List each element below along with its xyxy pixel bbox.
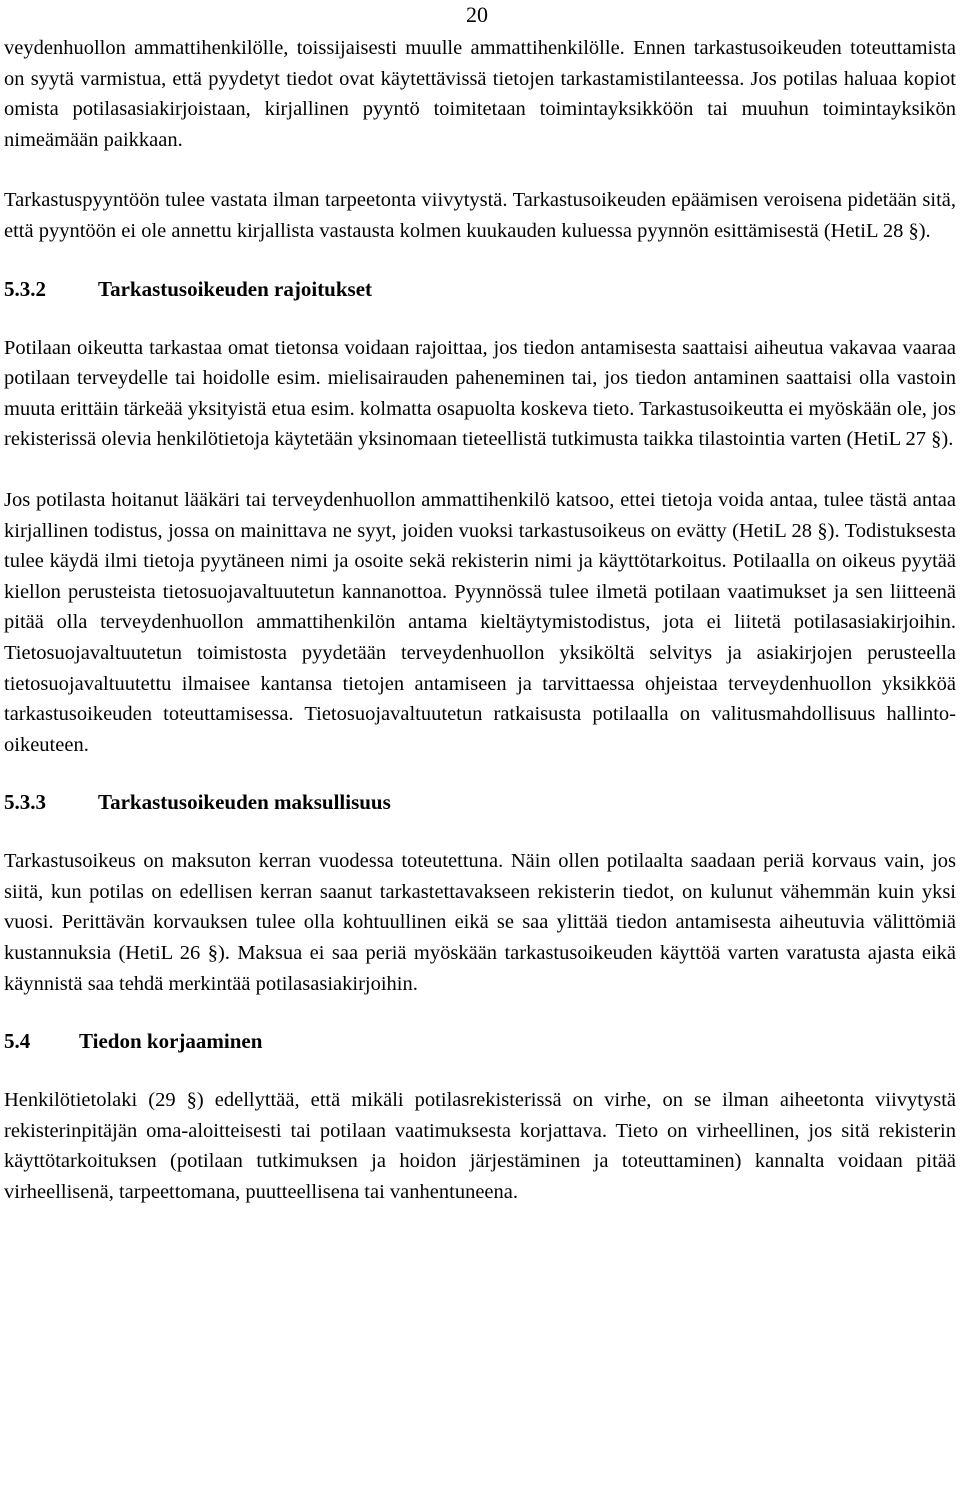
section-heading-5-3-2 [4, 274, 956, 304]
paragraph-request-response: Tarkastuspyyntöön tulee vastata ilman tarpeetonta viivytystä. Tarkastusoikeuden epäämisen veroisena pidetään sitä, että pyyntöön ei ole annettu kirjallista vastausta kolmen kuukauden kuluessa pyynnön esittämisestä (HetiL 28 §). [4, 189, 956, 242]
section-number: 5.3.2 [4, 276, 46, 301]
section-number: 5.4 [4, 1029, 31, 1054]
section-number: 5.3.3 [4, 790, 46, 815]
paragraph-refusal-certificate: Jos potilasta hoitanut lääkäri tai terveydenhuollon ammattihenkilö katsoo, ettei tietoja voida antaa, tulee tästä antaa kirjallinen todistus, jossa on mainittava ne syyt, joiden vuoksi tarkastusoikeus on evätty (HetiL 28 §). Todistuksesta tulee käydä ilmi tietoja pyytäneen nimi ja osoite sekä rekisterin nimi ja käyttötarkoitus. Potilaalla on oikeus pyytää kiellon perusteista tietosuojavaltuutetun kannanottoa. Pyynnössä tulee ilmetä potilaan vaatimukset ja sen liitteenä pitää olla terveydenhuollon ammattihenkilön antama kieltäytymistodistus, jota ei liitetä potilasasiakirjoihin. Tietosuojavaltuutetun toimistosta pyydetään terveydenhuollon yksiköltä selvitys ja asiakirjojen perusteella tietosuojavaltuutettu ilmaisee kantansa tietojen antamiseen ja tarvittaessa ohjeistaa terveydenhuollon yksikköä tarkastusoikeuden toteuttamisessa. Tietosuojavaltuutetun ratkaisusta potilaalla on valitusmahdollisuus hallinto-oikeuteen. [4, 488, 956, 756]
document-body [4, 33, 956, 1208]
paragraph-fees: Tarkastusoikeus on maksuton kerran vuodessa toteutettuna. Näin ollen potilaalta saadaan periä korvaus vain, jos siitä, kun potilas on edellisen kerran saanut tarkastettavakseen rekisterin tiedot, on kulunut vähemmän kuin yksi vuosi. Perittävän korvauksen tulee olla kohtuullinen eikä se saa ylittää tiedon antamisesta aiheutuvia välittömiä kustannuksia (HetiL 26 §). Maksua ei saa periä myöskään tarkastusoikeuden käyttöä varten varatusta ajasta eikä käynnistä saa tehdä merkintää potilasasiakirjoihin. [4, 850, 956, 995]
paragraph-restrictions: Potilaan oikeutta tarkastaa omat tietonsa voidaan rajoittaa, jos tiedon antamisesta saattaisi aiheutua vakavaa vaaraa potilaan terveydelle tai hoidolle esim. mielisairauden paheneminen tai, jos tiedon antaminen saattaisi olla vastoin muuta erittäin tärkeää yksityistä etua esim. kolmatta osapuolta koskeva tieto. Tarkastusoikeutta ei myöskään ole, jos rekisterissä olevia henkilötietoja käytetään yksinomaan tieteellistä tutkimusta taikka tilastointia varten (HetiL 27 §). [4, 336, 956, 451]
section-title: Tarkastusoikeuden maksullisuus [98, 790, 391, 815]
section-heading-5-3-3 [4, 787, 956, 817]
page-number: 20 [466, 2, 488, 27]
section-heading-5-4 [4, 1026, 956, 1056]
paragraph-correction: Henkilötietolaki (29 §) edellyttää, että mikäli potilasrekisterissä on virhe, on se ilman aiheetonta viivytystä rekisterinpitäjän oma-aloitteisesti tai potilaan vaatimuksesta korjattava. Tieto on virheellinen, jos sitä rekisterin käyttötarkoituksen (potilaan tutkimuksen ja hoidon järjestäminen ja toteuttaminen) kannalta voidaan pitää virheellisenä, tarpeettomana, puutteellisena tai vanhentuneena. [4, 1089, 956, 1204]
section-title: Tiedon korjaaminen [79, 1029, 263, 1054]
section-title: Tarkastusoikeuden rajoitukset [98, 276, 373, 301]
paragraph-continuation: veydenhuollon ammattihenkilölle, toissijaisesti muulle ammattihenkilölle. Ennen tarkastusoikeuden toteuttamista on syytä varmistua, että pyydetyt tiedot ovat käytettävissä tietojen tarkastamistilanteessa. Jos potilas haluaa kopiot omista potilasasiakirjoistaan, kirjallinen pyyntö toimitetaan toimintayksikköön tai muuhun toimintayksikön nimeämään paikkaan. [4, 37, 956, 151]
